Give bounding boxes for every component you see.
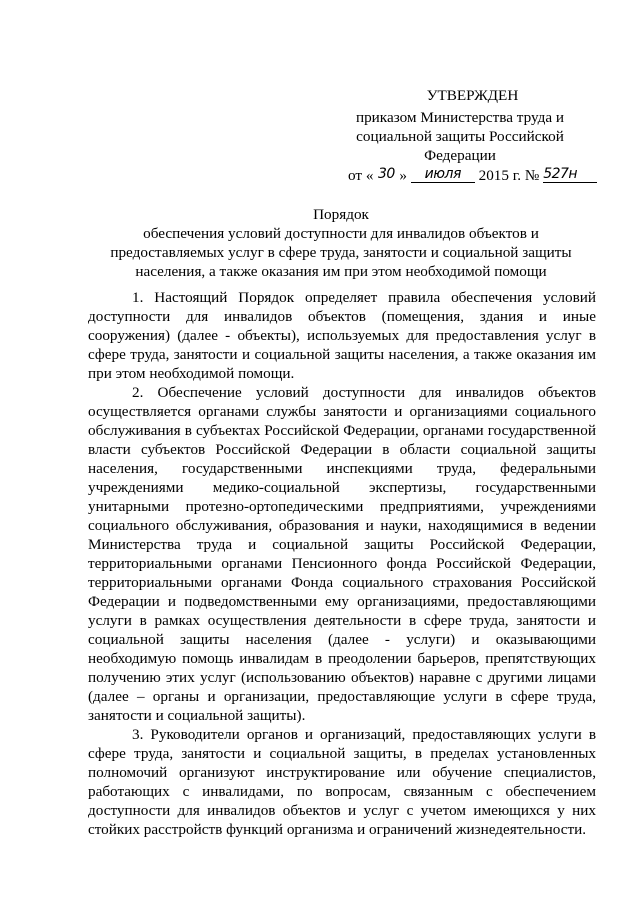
paragraph-3: 3. Руководители органов и организаций, предоставляющих услуги в сфере труда, занятости и социальной защиты, в пределах установленных полномочий организуют инструктирование или обучение специалистов, работающих с инвалидами, по вопросам, связанным с обеспечением доступности для инвалидов объектов и услуг с учетом имеющихся у них стойких расстройств функций организма и ограничений жизнедеятельности.: [88, 726, 596, 838]
document-body: [88, 288, 596, 839]
approval-line-2: социальной защиты Российской: [356, 128, 564, 145]
approval-heading: УТВЕРЖДЕН: [426, 87, 519, 104]
date-prefix: от «: [348, 167, 374, 184]
approval-line-3: Федерации: [424, 147, 496, 164]
paragraph-1: 1. Настоящий Порядок определяет правила обеспечения условий доступности для инвалидов объектов (помещения, здания и иные сооружения) (далее - объекты), используемых для предоставления услуг в сфере труда, занятости и социальной защиты населения, а также оказания им при этом необходимой помощи.: [88, 289, 596, 382]
approval-stamp-block: [320, 86, 600, 186]
date-year: 2015 г. №: [478, 167, 540, 184]
document-title: [86, 205, 596, 281]
title-line-2: обеспечения условий доступности для инвалидов объектов и: [143, 225, 539, 242]
date-close-quote: »: [399, 167, 408, 184]
title-line-4: населения, а также оказания им при этом необходимой помощи: [135, 263, 547, 280]
approval-line-1: приказом Министерства труда и: [355, 109, 565, 126]
handwritten-order-number: 527н: [543, 167, 597, 183]
handwritten-month: июля: [411, 167, 475, 183]
title-line-3: предоставляемых услуг в сфере труда, занятости и социальной защиты: [110, 244, 572, 261]
approval-date-line: [320, 166, 600, 186]
handwritten-day: 30: [378, 166, 395, 182]
paragraph-2: 2. Обеспечение условий доступности для инвалидов объектов осуществляется органами службы занятости и организациями социального обслуживания в субъектах Российской Федерации, органами государственной власти субъектов Российской Федерации в области социальной защиты населения, государственными инспекциями труда, федеральными учреждениями медико-социальной экспертизы, государственными унитарными протезно-ортопедическими предприятиями, учреждениями социального обслуживания, образования и науки, находящимися в ведении Министерства труда и социальной защиты Российской Федерации, территориальными органами Пенсионного фонда Российской Федерации, территориальными органами Фонда социального страхования Российской Федерации и подведомственными ему организациями, предоставляющими услуги в рамках осуществления деятельности в сфере труда, занятости и социальной защиты населения (далее - услуги) и оказывающими необходимую помощь инвалидам в преодолении барьеров, препятствующих получению этих услуг (использованию объектов) наравне с другими лицами (далее – органы и организации, предоставляющие услуги в сфере труда, занятости и социальной защиты).: [88, 384, 596, 724]
title-line-1: Порядок: [313, 206, 369, 223]
